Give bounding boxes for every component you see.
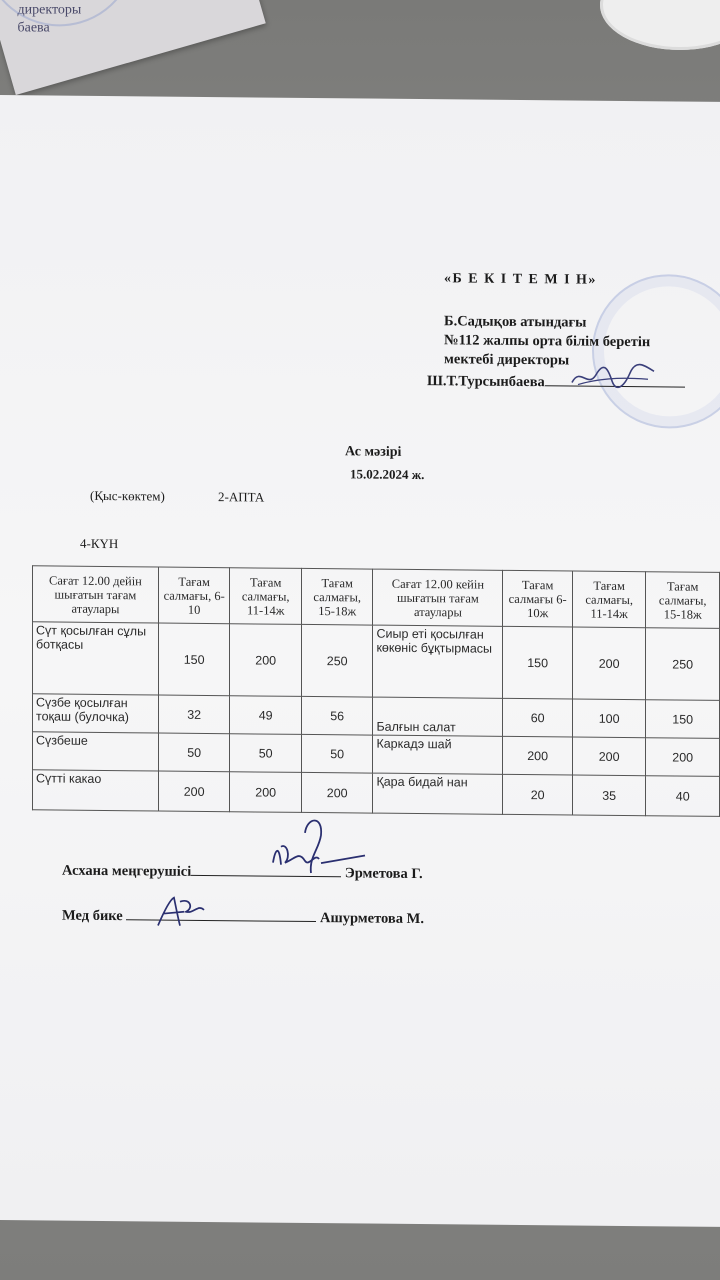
cook-signature [265, 813, 375, 886]
table-cell: 50 [230, 734, 302, 773]
table-cell: Балғын салат [373, 697, 503, 736]
table-cell: 150 [503, 626, 573, 699]
cook-name: Эрметова Г. [344, 865, 423, 883]
document-title: Ас мәзірі [345, 444, 402, 460]
table-cell: Сүтті какао [33, 770, 159, 811]
table-cell: 49 [230, 696, 302, 735]
table-cell: 50 [158, 733, 230, 772]
table-cell: Сүзбеше [33, 732, 159, 771]
table-cell: 32 [158, 695, 230, 734]
header-cell: Сағат 12.00 кейін шығатын тағам атаулары [373, 569, 503, 626]
nurse-signature-row [62, 908, 424, 928]
cook-label: Асхана меңгерушісі [62, 862, 192, 880]
director-signature [568, 362, 658, 393]
header-cell: Тағам салмағы, 11-14ж [230, 568, 302, 625]
table-cell: 200 [572, 627, 646, 700]
table-cell: 200 [301, 772, 373, 813]
table-cell: Қара бидай нан [373, 773, 503, 814]
table-cell: 200 [646, 738, 720, 777]
menu-header-row [33, 566, 720, 629]
table-row [33, 694, 720, 739]
nurse-label: Мед бике [62, 907, 123, 925]
table-cell: 250 [646, 628, 720, 701]
header-cell: Сағат 12.00 дейін шығатын тағам атаулары [33, 566, 159, 623]
background-paper [0, 0, 266, 95]
season-label: (Қыс-көктем) [90, 487, 165, 504]
day-label: 4-КҮН [80, 535, 119, 552]
table-cell: 200 [230, 772, 302, 813]
header-cell: Тағам салмағы, 11-14ж [572, 571, 646, 628]
approval-title: «Б Е К І Т Е М І Н» [444, 271, 597, 288]
background-plate [600, 0, 720, 50]
table-cell: Каркадэ шай [373, 735, 503, 774]
header-cell: Тағам салмағы, 15-18ж [646, 572, 720, 629]
header-cell: Тағам салмағы 6-10ж [503, 570, 573, 627]
menu-table [32, 565, 720, 817]
school-seal [592, 274, 720, 429]
nurse-signature [150, 891, 210, 932]
bg-line-3: баева [17, 20, 50, 36]
approval-line-1: Б.Садықов атындағы [444, 313, 587, 331]
table-cell: 56 [301, 696, 373, 735]
approval-line-3: мектебі директоры [444, 351, 570, 369]
director-name: Ш.Т.Турсынбаева [427, 373, 545, 391]
week-label: 2-АПТА [218, 489, 265, 505]
table-row [33, 732, 720, 777]
table-cell: 200 [158, 771, 230, 812]
table-cell: 150 [646, 700, 720, 739]
table-cell: 35 [572, 775, 646, 816]
document-date: 15.02.2024 ж. [350, 466, 425, 483]
bg-line-2: директоры [17, 2, 82, 18]
approval-line-2: №112 жалпы орта білім беретін [444, 332, 651, 351]
table-cell: 150 [158, 623, 230, 696]
table-cell: 60 [503, 698, 573, 737]
menu-document [0, 95, 720, 1227]
table-cell: Сүзбе қосылған тоқаш (булочка) [33, 694, 159, 733]
header-cell: Тағам салмағы, 15-18ж [301, 568, 373, 625]
header-cell: Тағам салмағы, 6-10 [158, 567, 230, 624]
nurse-name: Ашурметова М. [319, 910, 424, 928]
table-cell: 50 [301, 734, 373, 773]
table-cell: Сүт қосылған сұлы ботқасы [33, 622, 159, 695]
table-cell: Сиыр еті қосылған көкөніс бұқтырмасы [373, 625, 503, 698]
table-cell: 200 [230, 624, 302, 697]
table-row [33, 770, 720, 817]
table-cell: 100 [572, 699, 646, 738]
table-cell: 40 [646, 776, 720, 817]
table-cell: 20 [503, 774, 573, 815]
table-cell: 200 [503, 736, 573, 775]
table-cell: 200 [572, 737, 646, 776]
table-cell: 250 [301, 624, 373, 697]
table-row [33, 622, 720, 701]
